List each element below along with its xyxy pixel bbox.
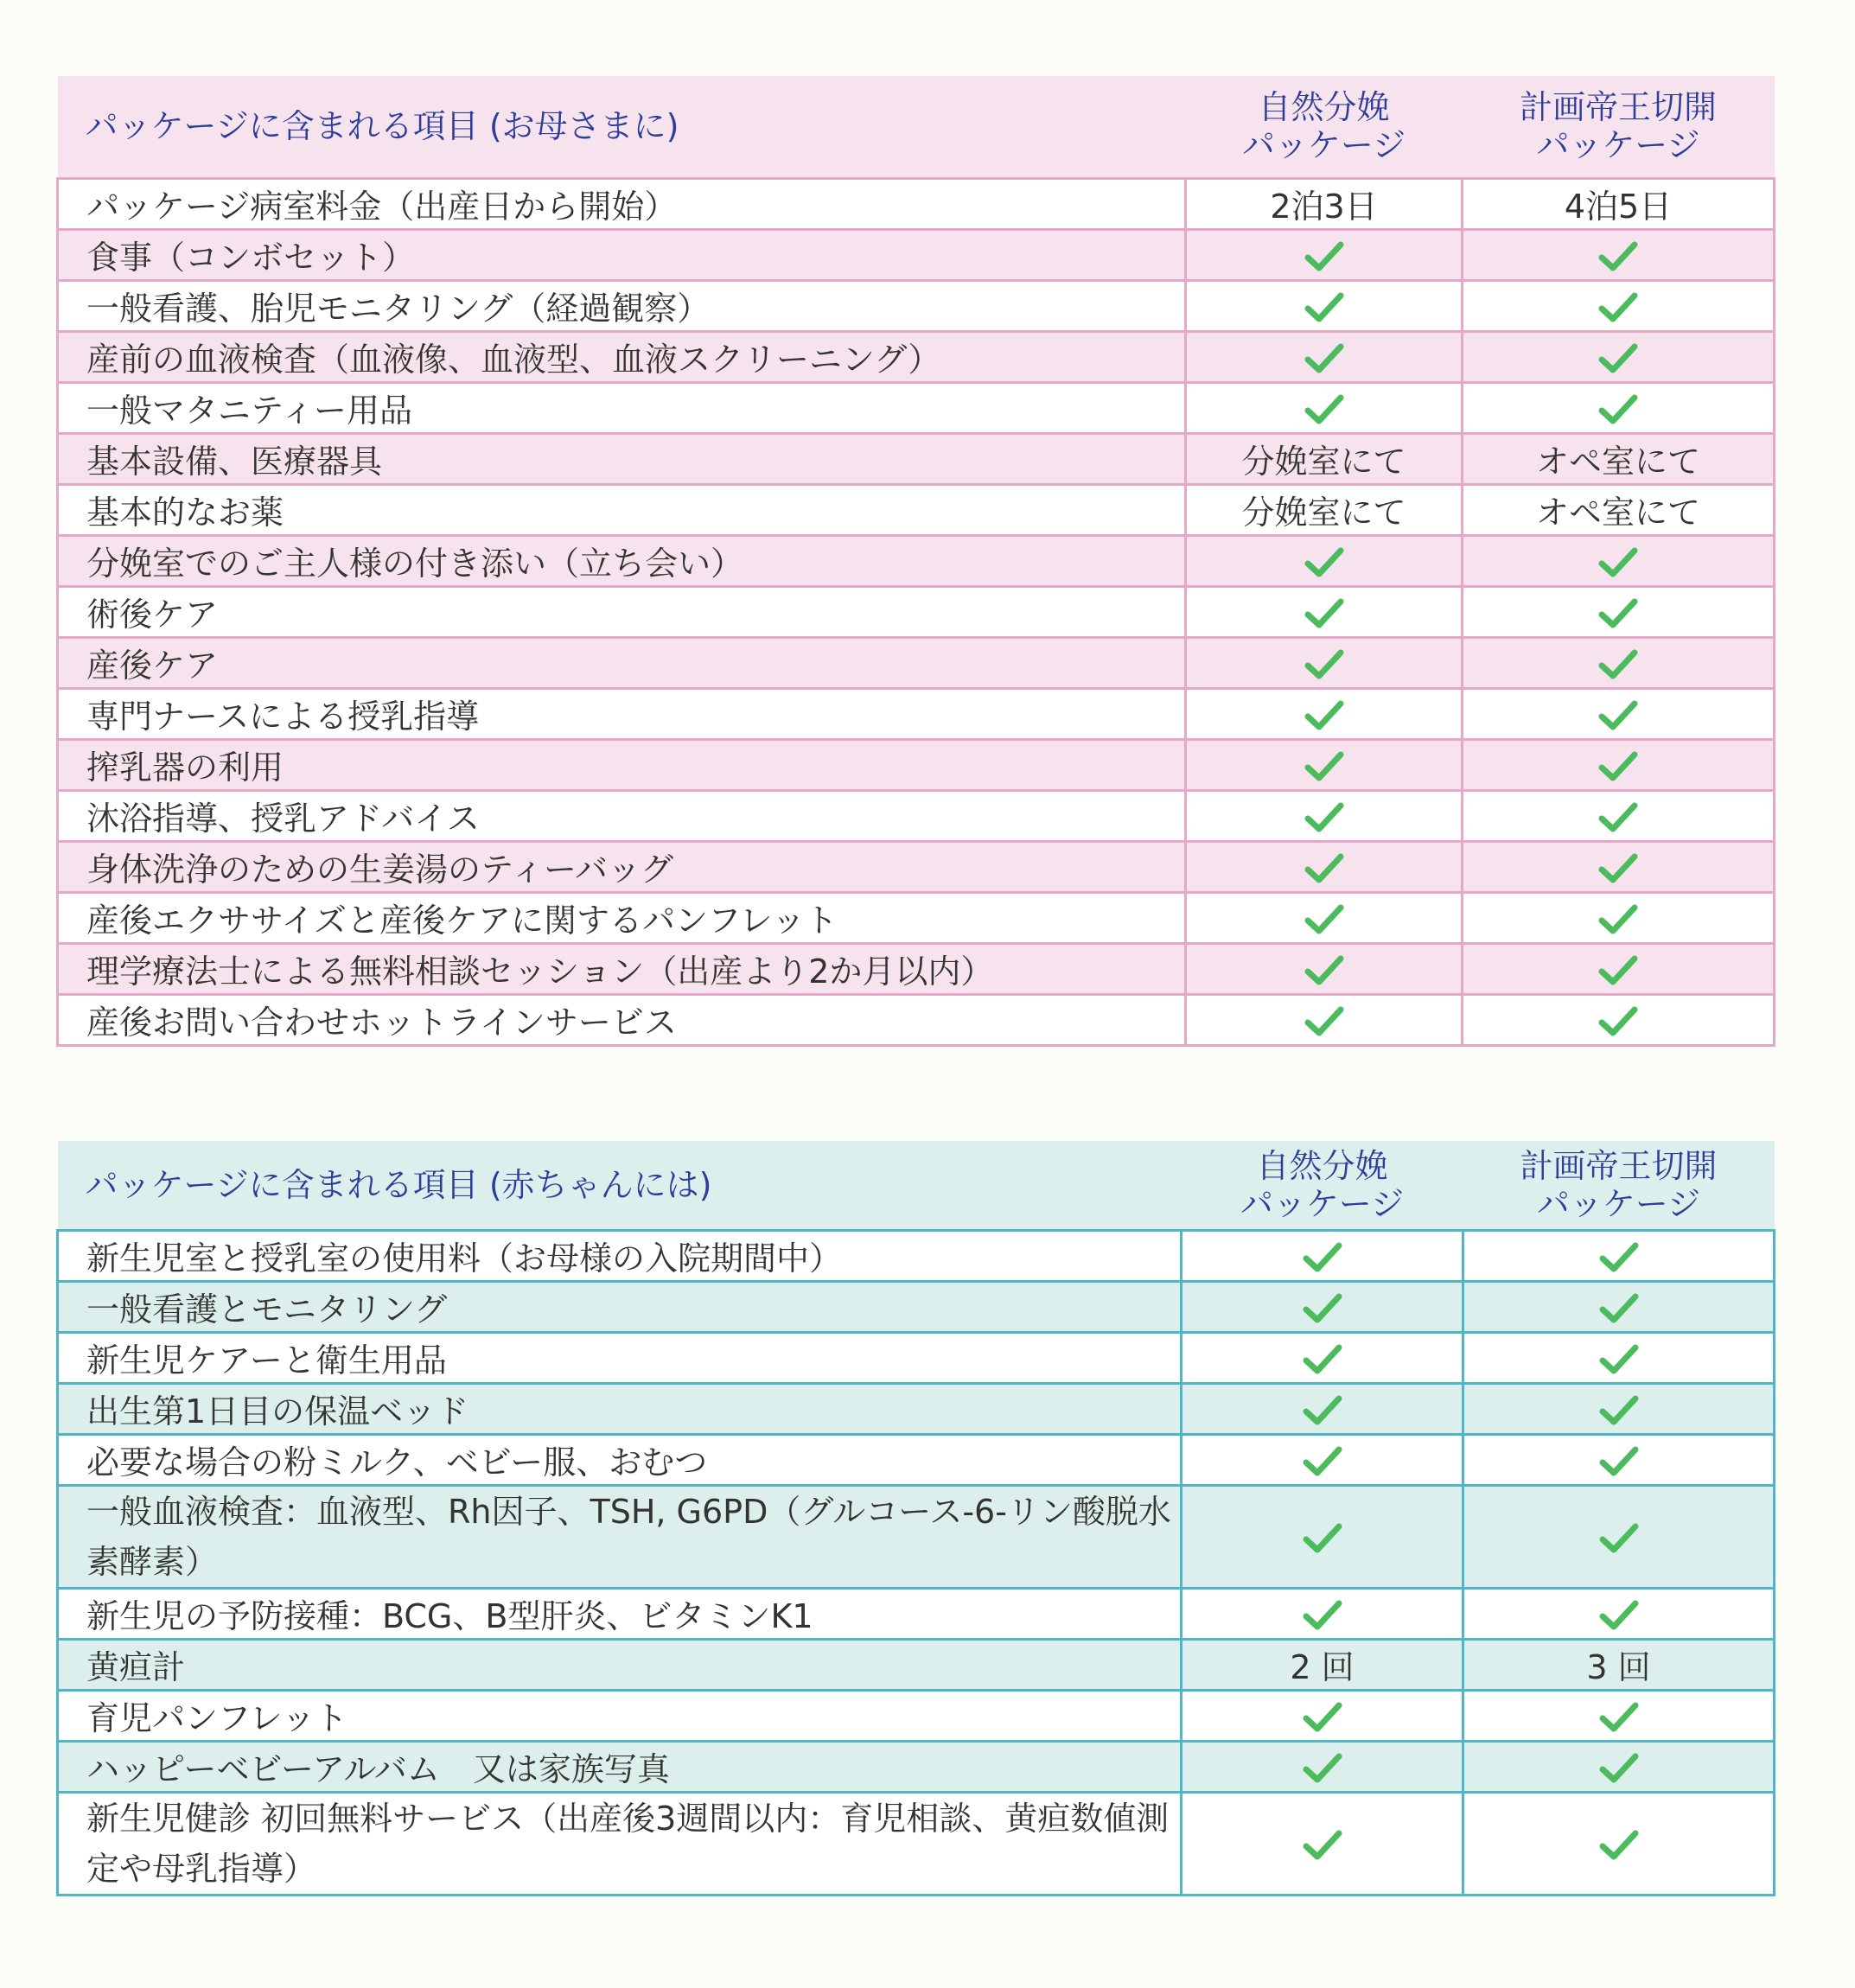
natural-included-cell [1182,1741,1463,1792]
checkmark-icon [1303,1522,1342,1555]
cell-value: オペ室にて [1535,494,1700,532]
table-row [58,1690,1775,1741]
header-planned-cesarean: 計画帝王切開 パッケージ [1520,1146,1718,1223]
table-row [58,331,1775,382]
table-row [58,1230,1775,1281]
checkmark-icon [1304,1005,1344,1038]
checkmark-icon [1304,240,1344,273]
table-row [58,841,1775,892]
checkmark-icon [1598,393,1638,426]
table-header-row [58,76,1775,178]
row-label: 一般看護、胎児モニタリング（経過観察） [58,280,1186,331]
checkmark-icon [1598,240,1638,273]
natural-included-cell [1186,943,1463,994]
cesarean-included-cell [1463,1230,1775,1281]
checkmark-icon [1304,648,1344,681]
natural-included-cell [1182,1281,1463,1332]
row-label: ハッピーベビーアルバム 又は家族写真 [58,1741,1182,1792]
checkmark-icon [1599,1829,1639,1862]
cesarean-included-cell [1463,1588,1775,1639]
row-label: 分娩室でのご主人様の付き添い（立ち会い） [58,535,1186,586]
table-row [58,1792,1775,1895]
row-label: 必要な場合の粉ミルク、ベビー服、おむつ [58,1434,1182,1485]
cesarean-included-cell [1463,688,1775,739]
table-row [58,739,1775,790]
cell-value: オペ室にて [1535,443,1700,481]
natural-value-cell [1186,178,1463,229]
cesarean-included-cell [1463,739,1775,790]
natural-value-cell [1186,484,1463,535]
natural-included-cell [1186,841,1463,892]
cesarean-included-cell [1463,1741,1775,1792]
checkmark-icon [1599,1522,1639,1555]
checkmark-icon [1304,750,1344,783]
table-row [58,1383,1775,1434]
natural-included-cell [1186,229,1463,280]
table-row [58,535,1775,586]
checkmark-icon [1304,852,1344,885]
row-label: 一般看護とモニタリング [58,1281,1182,1332]
row-label: 産前の血液検査（血液像、血液型、血液スクリーニング） [58,331,1186,382]
checkmark-icon [1304,597,1344,630]
checkmark-icon [1304,903,1344,936]
checkmark-icon [1598,1005,1638,1038]
checkmark-icon [1599,1343,1639,1376]
natural-included-cell [1186,535,1463,586]
natural-included-cell [1186,892,1463,943]
checkmark-icon [1303,1445,1342,1478]
row-label: 理学療法士による無料相談セッション（出産より2か月以内） [58,943,1186,994]
checkmark-icon [1599,1752,1639,1785]
row-label: 産後お問い合わせホットラインサービス [58,994,1186,1045]
natural-included-cell [1182,1383,1463,1434]
natural-included-cell [1186,739,1463,790]
row-label: 沐浴指導、授乳アドバイス [58,790,1186,841]
checkmark-icon [1599,1292,1639,1325]
cesarean-included-cell [1463,1434,1775,1485]
row-label: パッケージ病室料金（出産日から開始） [58,178,1186,229]
cesarean-value-cell [1463,178,1775,229]
baby-package-table [56,1141,1775,1896]
table-row [58,943,1775,994]
row-label: 基本的なお薬 [58,484,1186,535]
row-label: 一般血液検査：血液型、Rh因子、TSH, G6PD（グルコース-6-リン酸脱水素酵素） [58,1485,1182,1588]
checkmark-icon [1304,393,1344,426]
table-row [58,1332,1775,1383]
checkmark-icon [1599,1394,1639,1427]
row-label: 基本設備、医療器具 [58,433,1186,484]
checkmark-icon [1303,1394,1342,1427]
cesarean-included-cell [1463,790,1775,841]
table-row [58,280,1775,331]
table-row [58,892,1775,943]
natural-included-cell [1182,1434,1463,1485]
natural-included-cell [1186,790,1463,841]
checkmark-icon [1303,1752,1342,1785]
table-row [58,433,1775,484]
natural-included-cell [1186,280,1463,331]
cell-value: 分娩室にて [1241,494,1406,532]
cesarean-value-cell [1463,484,1775,535]
checkmark-icon [1598,750,1638,783]
cesarean-value-cell [1463,433,1775,484]
cesarean-included-cell [1463,1383,1775,1434]
table-row [58,382,1775,433]
cesarean-included-cell [1463,535,1775,586]
cell-value: 分娩室にて [1241,443,1406,481]
cesarean-included-cell [1463,994,1775,1045]
checkmark-icon [1304,954,1344,987]
cesarean-included-cell [1463,1281,1775,1332]
table-row [58,994,1775,1045]
header-item-label: パッケージに含まれる項目 (お母さまに) [85,107,679,146]
checkmark-icon [1598,954,1638,987]
natural-included-cell [1182,1588,1463,1639]
cesarean-value-cell [1463,1639,1775,1690]
natural-included-cell [1182,1332,1463,1383]
header-natural-delivery: 自然分娩 パッケージ [1240,1146,1405,1223]
cesarean-included-cell [1463,280,1775,331]
row-label: 育児パンフレット [58,1690,1182,1741]
cesarean-included-cell [1463,1332,1775,1383]
checkmark-icon [1304,546,1344,579]
natural-included-cell [1186,994,1463,1045]
natural-included-cell [1186,331,1463,382]
cesarean-included-cell [1463,382,1775,433]
row-label: 新生児ケアーと衛生用品 [58,1332,1182,1383]
natural-included-cell [1182,1485,1463,1588]
cesarean-included-cell [1463,841,1775,892]
cesarean-included-cell [1463,892,1775,943]
checkmark-icon [1598,699,1638,732]
checkmark-icon [1598,801,1638,834]
checkmark-icon [1304,801,1344,834]
table-row [58,1639,1775,1690]
row-label: 黄疸計 [58,1639,1182,1690]
table-row [58,178,1775,229]
table-row [58,1741,1775,1792]
checkmark-icon [1598,597,1638,630]
row-label: 新生児の予防接種：BCG、B型肝炎、ビタミンK1 [58,1588,1182,1639]
checkmark-icon [1598,903,1638,936]
checkmark-icon [1303,1829,1342,1862]
cesarean-included-cell [1463,1690,1775,1741]
natural-included-cell [1186,586,1463,637]
checkmark-icon [1304,291,1344,324]
cell-value: 2泊3日 [1270,188,1378,226]
cesarean-included-cell [1463,586,1775,637]
checkmark-icon [1303,1599,1342,1632]
natural-included-cell [1182,1690,1463,1741]
natural-included-cell [1186,688,1463,739]
row-label: 産後ケア [58,637,1186,688]
table-row [58,688,1775,739]
table-row [58,790,1775,841]
checkmark-icon [1304,699,1344,732]
row-label: 搾乳器の利用 [58,739,1186,790]
header-planned-cesarean: 計画帝王切開 パッケージ [1519,88,1717,165]
checkmark-icon [1599,1241,1639,1274]
checkmark-icon [1303,1241,1342,1274]
natural-included-cell [1182,1230,1463,1281]
table-header-row [58,1141,1775,1230]
table-row [58,229,1775,280]
header-item-label: パッケージに含まれる項目 (赤ちゃんには) [85,1165,712,1204]
cesarean-included-cell [1463,331,1775,382]
checkmark-icon [1598,291,1638,324]
checkmark-icon [1303,1343,1342,1376]
natural-included-cell [1186,382,1463,433]
row-label: 産後エクササイズと産後ケアに関するパンフレット [58,892,1186,943]
table-row [58,1588,1775,1639]
checkmark-icon [1304,342,1344,375]
natural-value-cell [1182,1639,1463,1690]
checkmark-icon [1598,342,1638,375]
mother-package-table [56,76,1775,1047]
row-label: 専門ナースによる授乳指導 [58,688,1186,739]
table-row [58,1485,1775,1588]
row-label: 出生第1日目の保温ベッド [58,1383,1182,1434]
natural-included-cell [1182,1792,1463,1895]
cell-value: 2 回 [1290,1648,1355,1686]
cesarean-included-cell [1463,1792,1775,1895]
table-row [58,1281,1775,1332]
row-label: 身体洗浄のための生姜湯のティーバッグ [58,841,1186,892]
table-row [58,637,1775,688]
header-natural-delivery: 自然分娩 パッケージ [1241,88,1406,165]
cesarean-included-cell [1463,943,1775,994]
checkmark-icon [1599,1701,1639,1734]
table-row [58,586,1775,637]
row-label: 一般マタニティー用品 [58,382,1186,433]
row-label: 新生児室と授乳室の使用料（お母様の入院期間中） [58,1230,1182,1281]
checkmark-icon [1598,648,1638,681]
row-label: 術後ケア [58,586,1186,637]
cesarean-included-cell [1463,637,1775,688]
cesarean-included-cell [1463,1485,1775,1588]
natural-included-cell [1186,637,1463,688]
cell-value: 3 回 [1586,1648,1651,1686]
row-label: 食事（コンボセット） [58,229,1186,280]
checkmark-icon [1599,1445,1639,1478]
cell-value: 4泊5日 [1564,188,1673,226]
checkmark-icon [1598,546,1638,579]
checkmark-icon [1598,852,1638,885]
natural-value-cell [1186,433,1463,484]
cesarean-included-cell [1463,229,1775,280]
checkmark-icon [1303,1701,1342,1734]
checkmark-icon [1303,1292,1342,1325]
table-row [58,1434,1775,1485]
table-row [58,484,1775,535]
row-label: 新生児健診 初回無料サービス（出産後3週間以内：育児相談、黄疸数値測定や母乳指導） [58,1792,1182,1895]
checkmark-icon [1599,1599,1639,1632]
